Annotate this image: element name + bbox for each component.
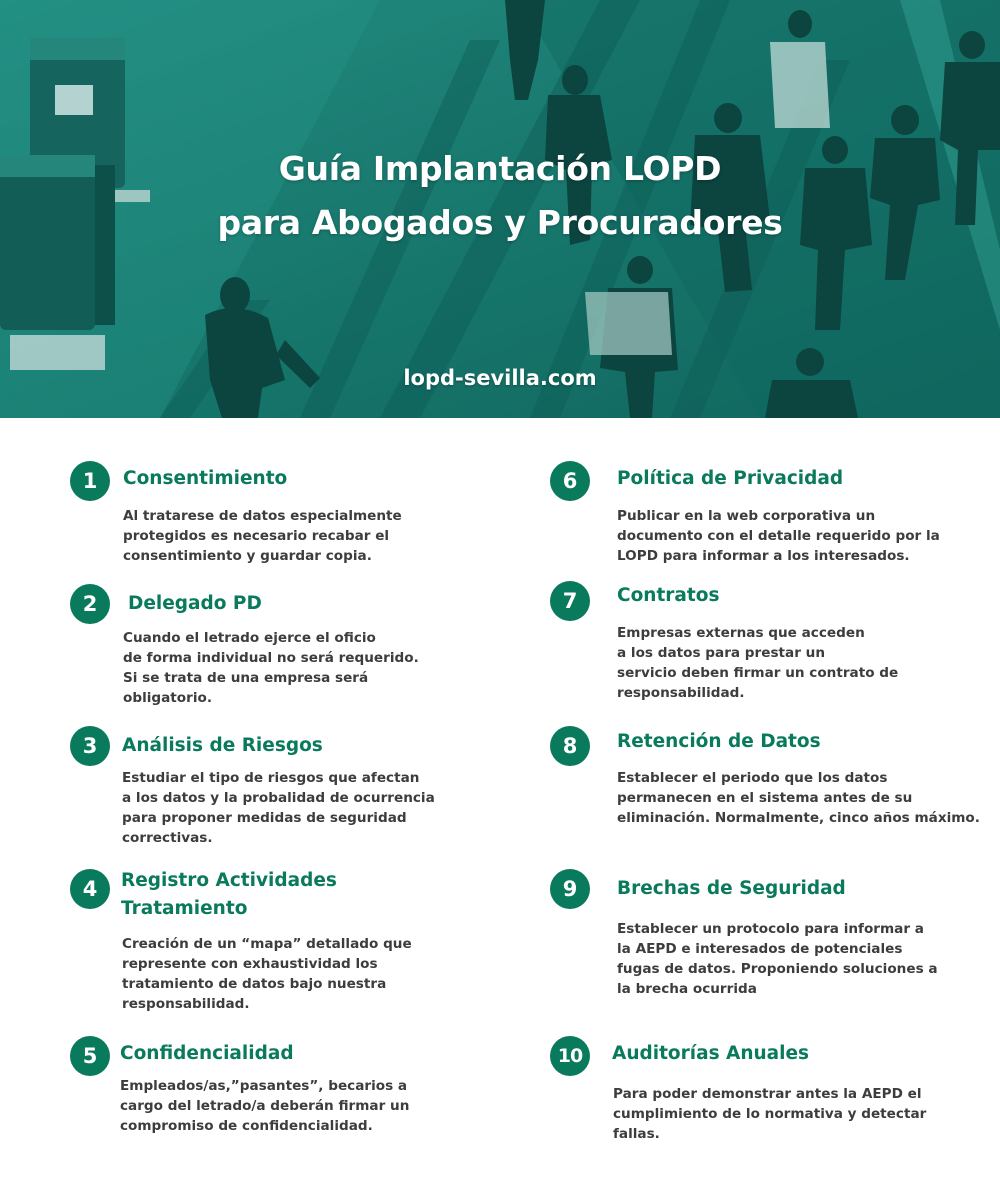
step-description-line: fallas. — [613, 1126, 660, 1142]
hero-title-line-1: Guía Implantación LOPD — [278, 149, 722, 188]
step-description-line: Al tratarese de datos especialmente — [123, 508, 402, 524]
step-number-badge: 7 — [550, 581, 590, 621]
step-description — [123, 506, 402, 566]
step-title-line: Retención de Datos — [617, 731, 821, 752]
step-number-badge: 2 — [70, 584, 110, 624]
step-title — [617, 465, 843, 493]
step-description-line: Empleados/as,”pasantes”, becarios a — [120, 1078, 408, 1094]
step-description-line: eliminación. Normalmente, cinco años máximo. — [617, 810, 980, 826]
step-description — [120, 1076, 409, 1136]
step-description-line: a los datos y la probalidad de ocurrencia — [122, 790, 435, 806]
step-number-badge: 4 — [70, 869, 110, 909]
step-title-line: Tratamiento — [121, 898, 248, 919]
step-title-line: Delegado PD — [128, 593, 262, 614]
step-title-line: Consentimiento — [123, 468, 288, 489]
hero-banner — [0, 0, 1000, 418]
step-description-line: Estudiar el tipo de riesgos que afectan — [122, 770, 420, 786]
step-title — [123, 465, 287, 493]
step-description — [123, 628, 419, 708]
step-description-line: responsabilidad. — [122, 996, 250, 1012]
step-description-line: LOPD para informar a los interesados. — [617, 548, 910, 564]
step-number-badge: 3 — [70, 726, 110, 766]
step-description — [617, 919, 938, 999]
step-description — [617, 506, 940, 566]
hero-title — [0, 142, 1000, 250]
step-description-line: Creación de un “mapa” detallado que — [122, 936, 412, 952]
step-description-line: Para poder demonstrar antes la AEPD el — [613, 1086, 922, 1102]
step-description-line: de forma individual no será requerido. — [123, 650, 419, 666]
step-description-line: Establecer un protocolo para informar a — [617, 921, 924, 937]
step-description-line: compromiso de confidencialidad. — [120, 1118, 373, 1134]
step-description-line: correctivas. — [122, 830, 213, 846]
step-description — [617, 623, 898, 703]
step-description-line: obligatorio. — [123, 690, 212, 706]
step-number-badge: 10 — [550, 1036, 590, 1076]
step-description-line: permanecen en el sistema antes de su — [617, 790, 913, 806]
step-title-line: Análisis de Riesgos — [122, 735, 323, 756]
step-description-line: cargo del letrado/a deberán firmar un — [120, 1098, 410, 1114]
step-description-line: protegidos es necesario recabar el — [123, 528, 390, 544]
step-number-badge: 8 — [550, 726, 590, 766]
step-title — [617, 875, 846, 903]
step-description-line: Si se trata de una empresa será — [123, 670, 369, 686]
step-description-line: a los datos para prestar un — [617, 645, 826, 661]
step-description — [122, 768, 435, 848]
step-description-line: Empresas externas que acceden — [617, 625, 865, 641]
step-description-line: tratamiento de datos bajo nuestra — [122, 976, 387, 992]
step-title-line: Confidencialidad — [120, 1043, 294, 1064]
step-title — [122, 732, 323, 760]
website-url[interactable]: lopd-sevilla.com — [403, 366, 597, 390]
step-description-line: Publicar en la web corporativa un — [617, 508, 876, 524]
step-title-line: Brechas de Seguridad — [617, 878, 846, 899]
step-description — [122, 934, 412, 1014]
step-title — [128, 590, 262, 618]
step-description-line: cumplimiento de lo normativa y detectar — [613, 1106, 927, 1122]
step-number-badge: 6 — [550, 461, 590, 501]
step-description-line: la brecha ocurrida — [617, 981, 757, 997]
step-description-line: Cuando el letrado ejerce el oficio — [123, 630, 376, 646]
step-description — [617, 768, 980, 828]
step-title — [120, 1040, 294, 1068]
step-description-line: para proponer medidas de seguridad — [122, 810, 407, 826]
step-number-badge: 9 — [550, 869, 590, 909]
step-description-line: la AEPD e interesados de potenciales — [617, 941, 903, 957]
step-description-line: represente con exhaustividad los — [122, 956, 378, 972]
step-description-line: servicio deben firmar un contrato de — [617, 665, 899, 681]
hero-title-line-2: para Abogados y Procuradores — [217, 203, 783, 242]
step-description-line: documento con el detalle requerido por la — [617, 528, 940, 544]
step-title — [612, 1040, 809, 1068]
step-description-line: fugas de datos. Proponiendo soluciones a — [617, 961, 938, 977]
step-number-badge: 5 — [70, 1036, 110, 1076]
step-description-line: consentimiento y guardar copia. — [123, 548, 372, 564]
step-title-line: Auditorías Anuales — [612, 1043, 810, 1064]
step-description — [613, 1084, 926, 1144]
step-title-line: Registro Actividades — [121, 870, 337, 891]
step-title — [121, 867, 337, 923]
step-number-badge: 1 — [70, 461, 110, 501]
step-title-line: Contratos — [617, 585, 720, 606]
step-title-line: Política de Privacidad — [617, 468, 844, 489]
step-title — [617, 728, 821, 756]
step-description-line: responsabilidad. — [617, 685, 745, 701]
step-title — [617, 582, 719, 610]
step-description-line: Establecer el periodo que los datos — [617, 770, 888, 786]
